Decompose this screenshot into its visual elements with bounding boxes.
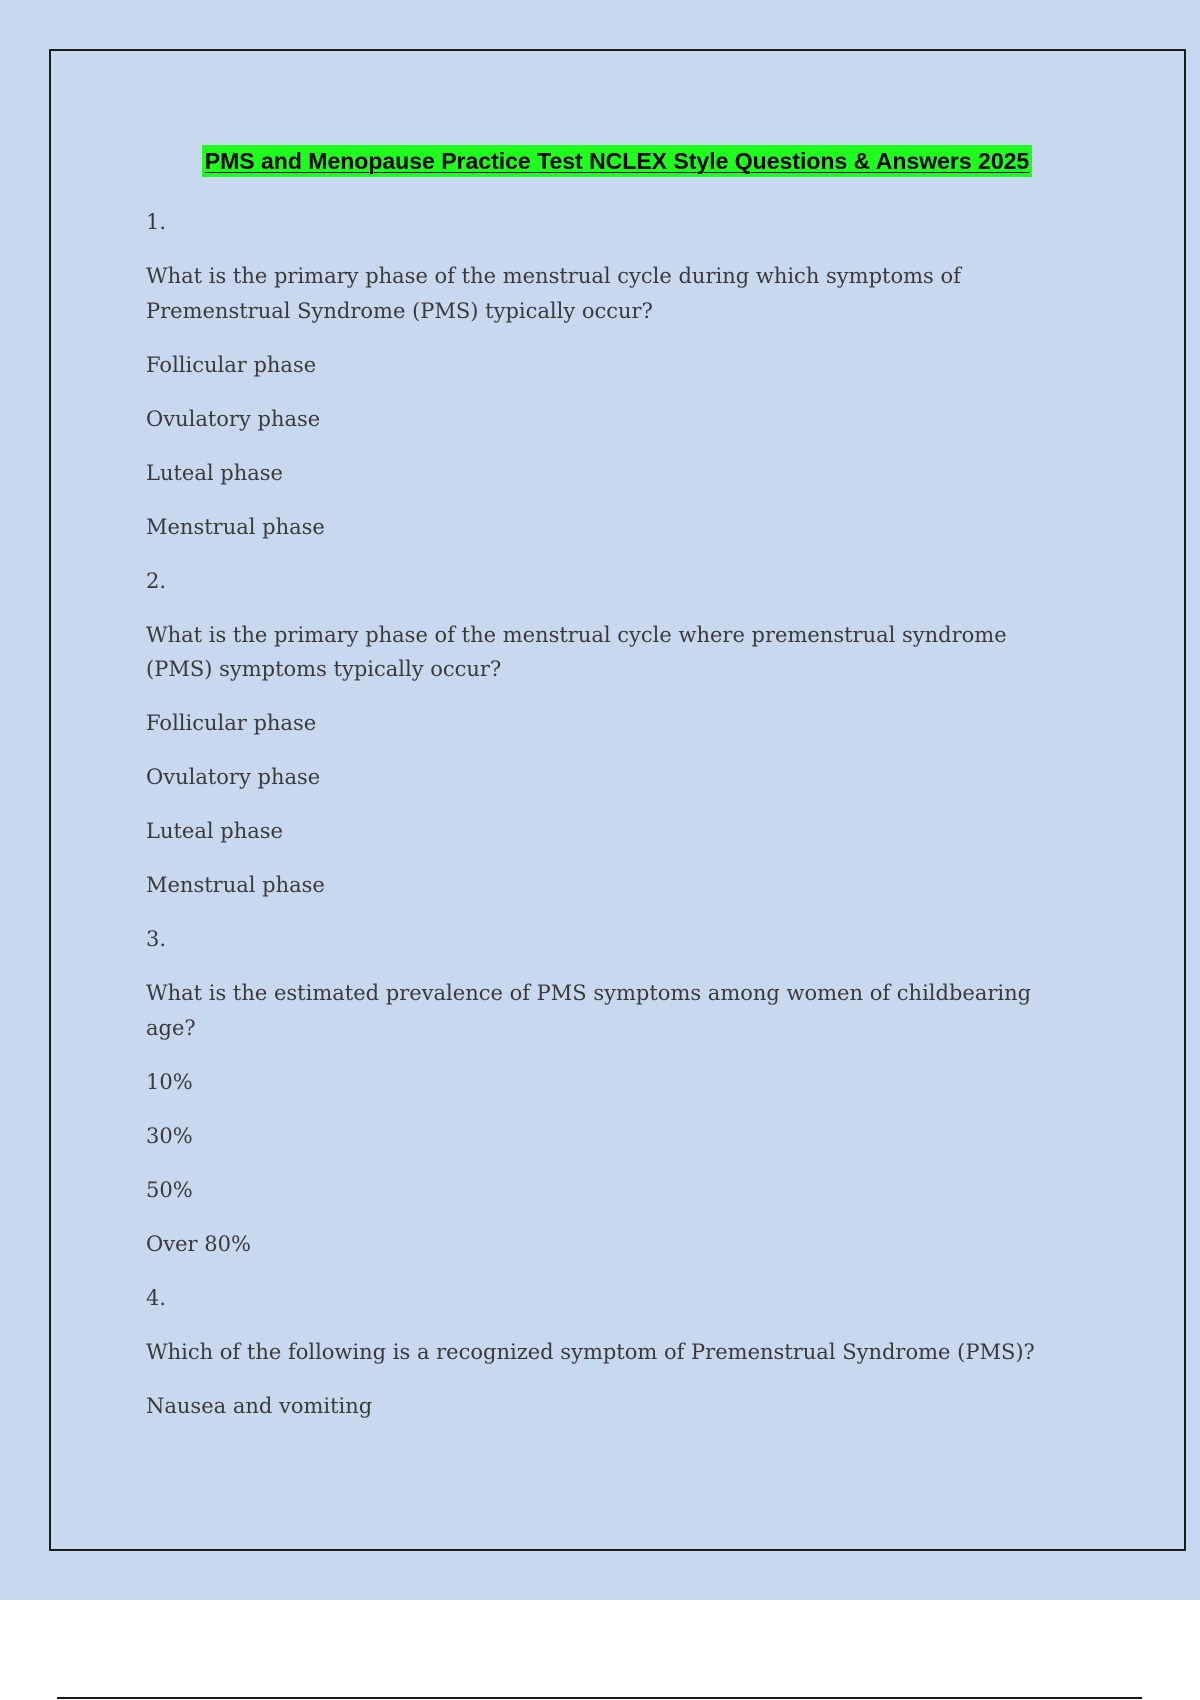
footer-divider — [57, 1697, 1142, 1699]
question-block — [146, 1281, 1076, 1424]
answer-option: Ovulatory phase — [146, 406, 321, 431]
title-container — [0, 145, 1200, 177]
answer-option: Nausea and vomiting — [146, 1393, 373, 1418]
answer-option: 30% — [146, 1123, 193, 1148]
answer-option: 10% — [146, 1069, 193, 1094]
answer-option: 50% — [146, 1177, 193, 1202]
answer-option: Luteal phase — [146, 819, 283, 843]
question-text: What is the primary phase of the menstrual cycle during which symptoms of Premenstrual Syndrome (PMS) typically occur? — [146, 264, 961, 323]
question-number: 1. — [146, 210, 167, 234]
answer-option: Luteal phase — [146, 460, 283, 485]
question-list — [146, 205, 1076, 1443]
question-number: 2. — [146, 568, 167, 593]
question-block — [146, 205, 1076, 544]
question-block — [146, 564, 1076, 903]
question-text: Which of the following is a recognized symptom of Premenstrual Syndrome (PMS)? — [146, 1339, 1035, 1364]
answer-option: Menstrual phase — [146, 514, 325, 539]
question-block — [146, 922, 1076, 1261]
question-text: What is the estimated prevalence of PMS symptoms among women of childbearing age? — [146, 981, 1032, 1040]
answer-option: Over 80% — [146, 1231, 251, 1256]
answer-option: Menstrual phase — [146, 873, 325, 897]
question-text: What is the primary phase of the menstrual cycle where premenstrual syndrome (PMS) symptoms typically occur? — [146, 622, 1007, 681]
answer-option: Follicular phase — [146, 711, 317, 735]
document-title: PMS and Menopause Practice Test NCLEX Style Questions & Answers 2025 — [202, 145, 1032, 177]
answer-option: Ovulatory phase — [146, 765, 321, 789]
answer-option: Follicular phase — [146, 352, 317, 377]
question-number: 4. — [146, 1285, 167, 1310]
question-number: 3. — [146, 927, 167, 951]
